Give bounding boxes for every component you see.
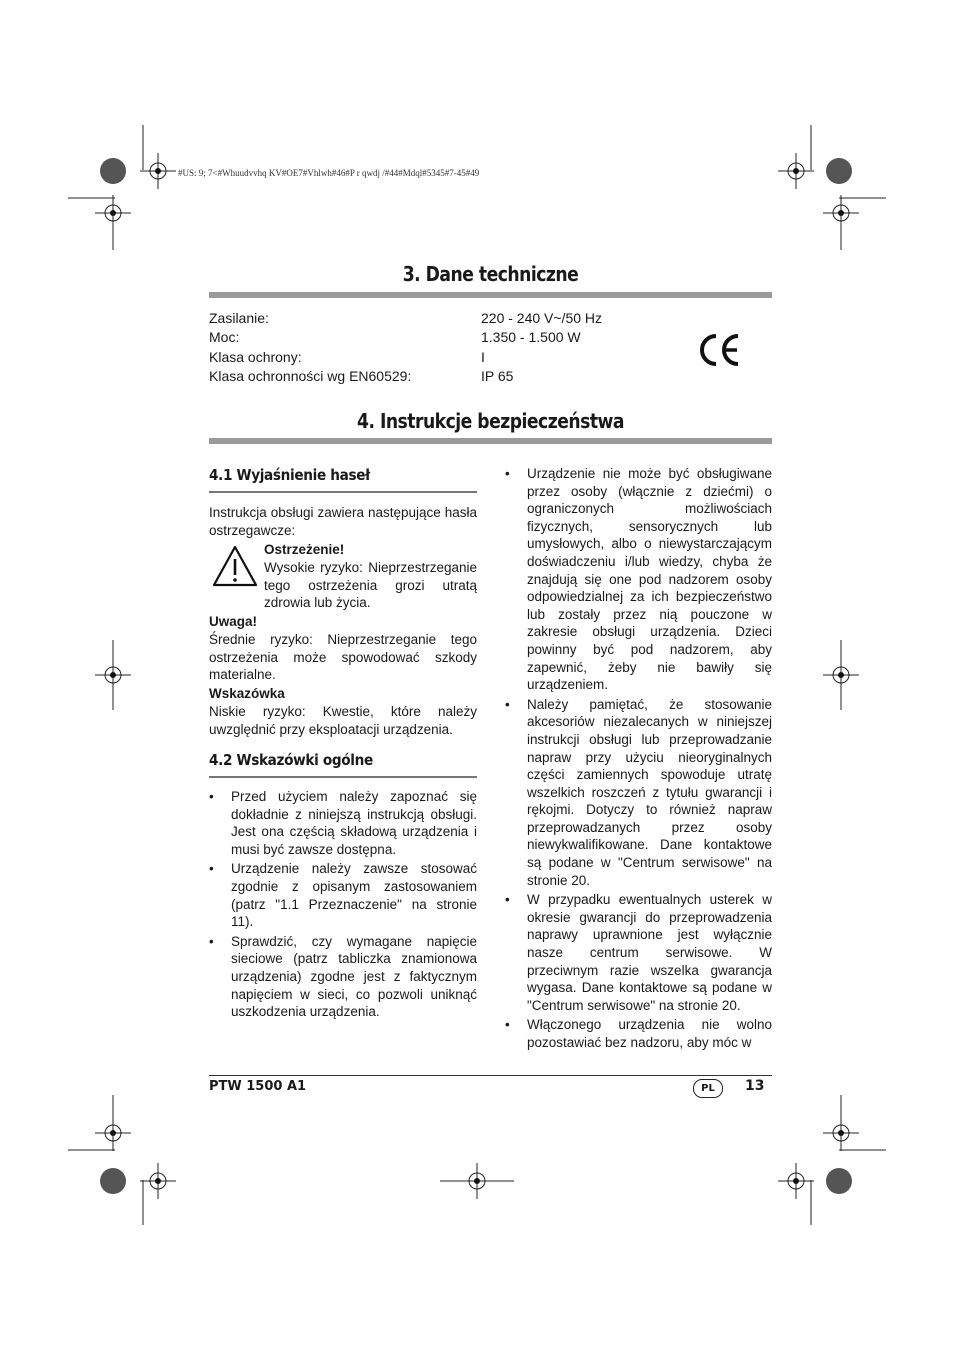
spec-label: Zasilanie: — [209, 310, 269, 326]
ce-mark-icon — [697, 332, 741, 368]
section-3-bar — [209, 292, 772, 298]
warning-title: Ostrzeżenie! — [264, 542, 345, 557]
language-badge: PL — [693, 1079, 723, 1098]
spec-value: I — [481, 349, 485, 365]
hint-title: Wskazówka — [209, 686, 285, 701]
list-item: • Sprawdzić, czy wymagane napięcie sieciowe (patrz tabliczka znamionowa urządzenia) zgodne jest z faktycznym napięciem w sieci, co pozwoli uniknąć uszkodzenia urządzenia. — [209, 933, 477, 1021]
subsection-rule — [209, 776, 477, 778]
spec-label: Klasa ochronności wg EN60529: — [209, 368, 412, 384]
list-item: • Należy pamiętać, że stosowanie akcesoriów niezalecanych w niniejszej instrukcji obsługi lub przeprowadzanie napraw przy użyciu nieoryginalnych części zamiennych spowoduje utratę wszelkich roszczeń z tytułu gwarancji i rękojmi. Dotyczy to również napraw przeprowadzanych przez osoby niewykwalifikowane. Dane kontaktowe są podane w "Centrum serwisowe" na stronie 20. — [505, 696, 772, 890]
general-notes-left — [209, 788, 477, 1023]
spec-value: 1.350 - 1.500 W — [481, 329, 581, 345]
section-3-title: 3. Dane techniczne — [402, 262, 579, 286]
spec-row — [209, 347, 669, 367]
spec-row — [209, 327, 669, 347]
spec-row — [209, 308, 669, 328]
spec-label: Moc: — [209, 329, 240, 345]
section-4-title: 4. Instrukcje bezpieczeństwa — [356, 409, 625, 433]
caution-title: Uwaga! — [209, 614, 258, 629]
footer-model: PTW 1500 A1 — [209, 1079, 307, 1094]
spec-row — [209, 366, 669, 386]
general-notes-right — [505, 465, 772, 1054]
hint-text: Niskie ryzyko: Kwestie, które należy uwzględnić przy eksploatacji urządzenia. — [209, 704, 477, 737]
subsection-4-2-heading: 4.2 Wskazówki ogólne — [209, 751, 373, 769]
subsection-4-1-heading: 4.1 Wyjaśnienie haseł — [209, 466, 370, 484]
warning-text: Wysokie ryzyko: Nieprzestrzeganie tego ostrzeżenia grozi utratą zdrowia lub życia. — [264, 560, 477, 611]
spec-value: IP 65 — [481, 368, 514, 384]
list-item: • Urządzenie nie może być obsługiwane przez osoby (włącznie z dziećmi) o ograniczonych możliwościach fizycznych, sensorycznych lub umysłowych, albo o niewystarczającym doświadczeniu i/lub wiedzy, chyba że znajdują się one pod nadzorem osoby odpowiedzialnej za ich bezpieczeństwo lub zostały przez nią pouczone w zakresie obsługi urządzenia. Dzieci powinny być pod nadzorem, aby zapewnić, żeby nie bawiły się urządzeniem. — [505, 465, 772, 694]
section-4-bar — [209, 438, 772, 444]
subsection-rule — [209, 491, 477, 493]
intro-text: Instrukcja obsługi zawiera następujące hasła ostrzegawcze: — [209, 505, 477, 538]
list-item: • W przypadku ewentualnych usterek w okresie gwarancji do przeprowadzenia naprawy uprawnione jest wyłącznie nasze centrum serwisowe. W przeciwnym razie wszelka gwarancja wygasa. Dane kontaktowe są podane w "Centrum serwisowe" na stronie 20. — [505, 891, 772, 1014]
page-number: 13 — [745, 1078, 765, 1094]
caution-text: Średnie ryzyko: Nieprzestrzeganie tego ostrzeżenia może spowodować szkody materialne. — [209, 632, 477, 683]
list-item: • Włączonego urządzenia nie wolno pozostawiać bez nadzoru, aby móc w — [505, 1016, 772, 1051]
spec-value: 220 - 240 V~/50 Hz — [481, 310, 603, 326]
print-code: #US: 9; 7<#Whuudvvhq KV#OE7#Vhlwh#46#P r qwdj /#44#Mdql#5345#7-45#49 — [178, 168, 480, 178]
list-item: • Przed użyciem należy zapoznać się dokładnie z niniejszą instrukcją obsługi. Jest ona częścią składową urządzenia i musi być zawsze dostępna. — [209, 788, 477, 858]
footer-rule — [209, 1075, 772, 1076]
list-item: • Urządzenie należy zawsze stosować zgodnie z opisanym zastosowaniem (patrz "1.1 Przeznaczenie" na stronie 11). — [209, 860, 477, 930]
warning-triangle-icon — [211, 544, 259, 588]
spec-label: Klasa ochrony: — [209, 349, 302, 365]
